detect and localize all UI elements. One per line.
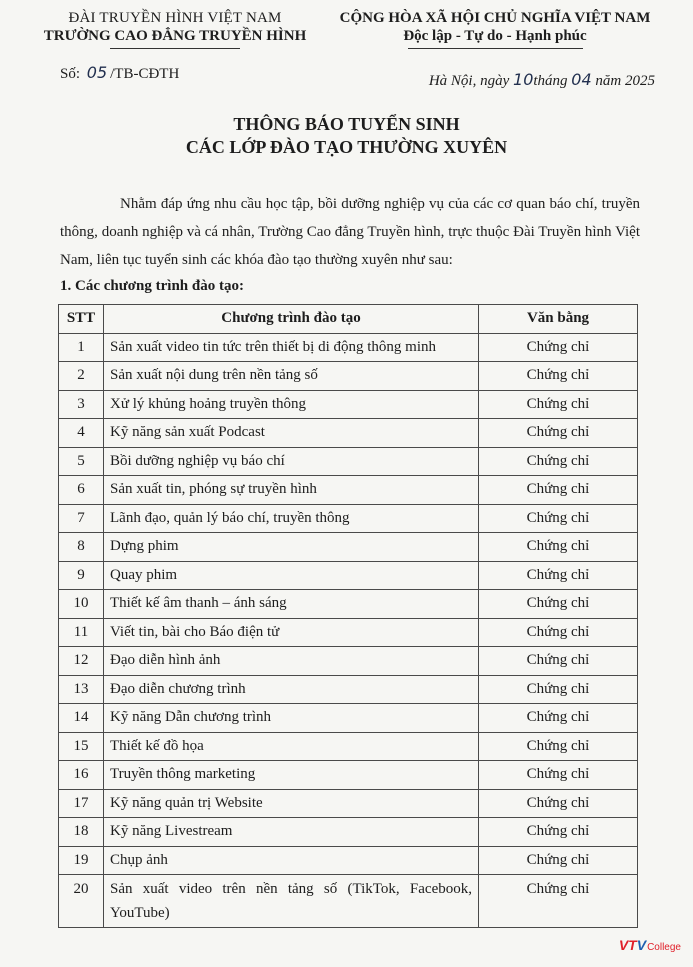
- row-program: Quay phim: [104, 561, 479, 590]
- school-name: TRƯỜNG CAO ĐẲNG TRUYỀN HÌNH: [43, 28, 307, 44]
- row-certificate: Chứng chỉ: [479, 761, 638, 790]
- table-row: [59, 618, 638, 647]
- row-certificate: Chứng chỉ: [479, 333, 638, 362]
- table-row: [59, 561, 638, 590]
- row-certificate: Chứng chỉ: [479, 362, 638, 391]
- row-certificate: Chứng chỉ: [479, 846, 638, 875]
- row-certificate: Chứng chỉ: [479, 590, 638, 619]
- table-row: [59, 390, 638, 419]
- document-number: [60, 63, 179, 83]
- row-program: Kỹ năng sản xuất Podcast: [104, 419, 479, 448]
- row-stt: 5: [59, 447, 104, 476]
- doc-number-suffix: /TB-CĐTH: [110, 66, 180, 82]
- row-stt: 3: [59, 390, 104, 419]
- row-stt: 10: [59, 590, 104, 619]
- row-stt: 9: [59, 561, 104, 590]
- row-program: Viết tin, bài cho Báo điện tử: [104, 618, 479, 647]
- row-stt: 7: [59, 504, 104, 533]
- table-row: [59, 818, 638, 847]
- row-stt: 19: [59, 846, 104, 875]
- row-stt: 15: [59, 732, 104, 761]
- row-program: Sản xuất nội dung trên nền tảng số: [104, 362, 479, 391]
- row-program: Kỹ năng Dẫn chương trình: [104, 704, 479, 733]
- programs-table: [58, 304, 638, 928]
- row-program: Thiết kế đồ họa: [104, 732, 479, 761]
- row-stt: 11: [59, 618, 104, 647]
- place-date: [429, 70, 655, 90]
- table-row: [59, 875, 638, 928]
- doc-number-prefix: Số:: [60, 66, 81, 82]
- row-certificate: Chứng chỉ: [479, 447, 638, 476]
- row-program: Kỹ năng quản trị Website: [104, 789, 479, 818]
- table-row: [59, 846, 638, 875]
- header-right-rule: [408, 48, 583, 49]
- row-program: Truyền thông marketing: [104, 761, 479, 790]
- row-stt: 1: [59, 333, 104, 362]
- date-day: 10: [513, 70, 534, 89]
- table-row: [59, 704, 638, 733]
- row-certificate: Chứng chỉ: [479, 818, 638, 847]
- header-left: [30, 10, 320, 49]
- intro-paragraph: [60, 190, 640, 274]
- row-certificate: Chứng chỉ: [479, 789, 638, 818]
- row-certificate: Chứng chỉ: [479, 504, 638, 533]
- table-row: [59, 504, 638, 533]
- table-row: [59, 732, 638, 761]
- table-row: [59, 789, 638, 818]
- title-line-1: THÔNG BÁO TUYỂN SINH: [233, 114, 460, 134]
- title-line-2: CÁC LỚP ĐÀO TẠO THƯỜNG XUYÊN: [185, 137, 508, 157]
- row-program: Sản xuất video trên nền tảng số (TikTok, Facebook, YouTube): [104, 875, 479, 928]
- row-certificate: Chứng chỉ: [479, 647, 638, 676]
- vtv-college-logo: VT V College: [618, 937, 681, 953]
- table-row: [59, 476, 638, 505]
- row-program: Đạo diễn chương trình: [104, 675, 479, 704]
- date-month: 04: [571, 70, 592, 89]
- row-program: Bồi dưỡng nghiệp vụ báo chí: [104, 447, 479, 476]
- table-row: [59, 333, 638, 362]
- row-program: Chụp ảnh: [104, 846, 479, 875]
- row-stt: 20: [59, 875, 104, 928]
- document-title: [0, 113, 693, 159]
- date-month-word: tháng: [533, 73, 568, 89]
- row-certificate: Chứng chỉ: [479, 390, 638, 419]
- row-program: Kỹ năng Livestream: [104, 818, 479, 847]
- header-left-rule: [110, 48, 240, 49]
- org-name: ĐÀI TRUYỀN HÌNH VIỆT NAM: [68, 10, 282, 26]
- row-stt: 12: [59, 647, 104, 676]
- national-motto: Độc lập - Tự do - Hạnh phúc: [403, 28, 587, 44]
- table-row: [59, 533, 638, 562]
- row-certificate: Chứng chỉ: [479, 875, 638, 928]
- header-right: [320, 10, 670, 49]
- row-program: Dựng phim: [104, 533, 479, 562]
- row-program: Sản xuất video tin tức trên thiết bị di động thông minh: [104, 333, 479, 362]
- header-program: Chương trình đào tạo: [104, 305, 479, 334]
- table-row: [59, 675, 638, 704]
- table-row: [59, 419, 638, 448]
- row-certificate: Chứng chỉ: [479, 476, 638, 505]
- row-stt: 4: [59, 419, 104, 448]
- row-certificate: Chứng chỉ: [479, 704, 638, 733]
- doc-number-handwritten: 05: [86, 63, 108, 82]
- table-row: [59, 647, 638, 676]
- table-row: [59, 761, 638, 790]
- table-row: [59, 590, 638, 619]
- table-row: [59, 447, 638, 476]
- date-year: năm 2025: [595, 73, 655, 89]
- section-heading: 1. Các chương trình đào tạo:: [60, 278, 244, 294]
- table-row: [59, 362, 638, 391]
- row-stt: 6: [59, 476, 104, 505]
- row-certificate: Chứng chỉ: [479, 618, 638, 647]
- row-stt: 17: [59, 789, 104, 818]
- row-stt: 8: [59, 533, 104, 562]
- row-certificate: Chứng chỉ: [479, 533, 638, 562]
- intro-text: Nhằm đáp ứng nhu cầu học tập, bồi dưỡng nghiệp vụ của các cơ quan báo chí, truyền thông, doanh nghiệp và cá nhân, Trường Cao đẳng Truyền hình, trực thuộc Đài Truyền hình Việt Nam, liên tục tuyển sinh các khóa đào tạo thường xuyên như sau:: [60, 196, 640, 268]
- row-program: Lãnh đạo, quản lý báo chí, truyền thông: [104, 504, 479, 533]
- republic-name: CỘNG HÒA XÃ HỘI CHỦ NGHĨA VIỆT NAM: [339, 10, 651, 26]
- row-certificate: Chứng chỉ: [479, 675, 638, 704]
- row-program: Thiết kế âm thanh – ánh sáng: [104, 590, 479, 619]
- row-stt: 13: [59, 675, 104, 704]
- row-program: Sản xuất tin, phóng sự truyền hình: [104, 476, 479, 505]
- header-certificate: Văn bằng: [479, 305, 638, 334]
- table-header-row: [59, 305, 638, 334]
- row-program: Đạo diễn hình ảnh: [104, 647, 479, 676]
- row-certificate: Chứng chỉ: [479, 419, 638, 448]
- row-program: Xử lý khủng hoảng truyền thông: [104, 390, 479, 419]
- row-stt: 16: [59, 761, 104, 790]
- date-place: Hà Nội, ngày: [428, 73, 510, 89]
- row-stt: 14: [59, 704, 104, 733]
- row-certificate: Chứng chỉ: [479, 732, 638, 761]
- table-body: [59, 333, 638, 928]
- header-stt: STT: [59, 305, 104, 334]
- row-stt: 18: [59, 818, 104, 847]
- row-certificate: Chứng chỉ: [479, 561, 638, 590]
- row-stt: 2: [59, 362, 104, 391]
